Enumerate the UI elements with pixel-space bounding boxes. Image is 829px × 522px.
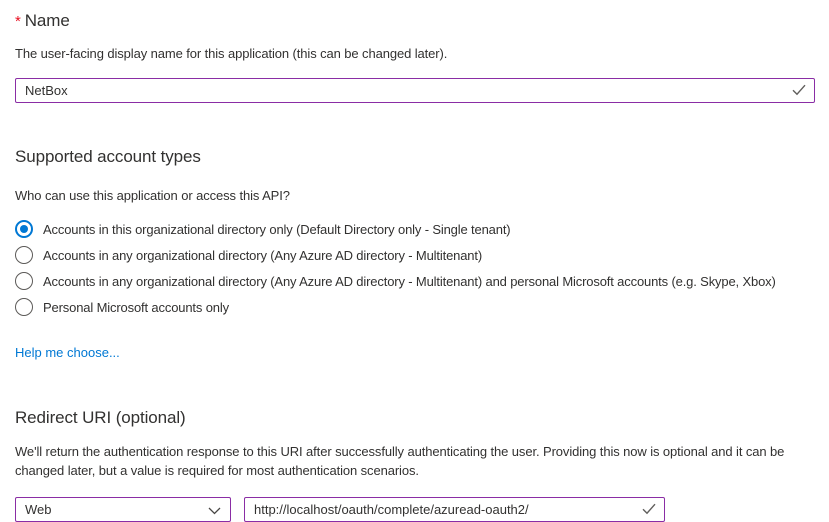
radio-label: Accounts in any organizational directory (Any Azure AD directory - Multitenant) [43, 247, 483, 263]
name-input-wrap [15, 78, 815, 103]
chevron-down-icon [208, 507, 221, 515]
radio-option-multitenant[interactable] [15, 242, 815, 268]
name-label: Name [24, 11, 70, 30]
redirect-uri-title: Redirect URI (optional) [15, 408, 186, 427]
account-types-question: Who can use this application or access this API? [15, 188, 290, 203]
radio-label: Accounts in any organizational directory (Any Azure AD directory - Multitenant) and personal Microsoft accounts (e.g. Skype, Xbox) [43, 273, 776, 289]
redirect-uri-input-wrap [244, 497, 665, 522]
radio-icon[interactable] [15, 298, 33, 316]
radio-option-personal-only[interactable] [15, 294, 815, 320]
radio-option-single-tenant[interactable] [15, 216, 815, 242]
account-types-title: Supported account types [15, 147, 201, 166]
radio-icon-selected[interactable] [15, 220, 33, 238]
radio-icon[interactable] [15, 272, 33, 290]
radio-label: Accounts in this organizational directory only (Default Directory only - Single tenant) [43, 221, 511, 237]
radio-icon[interactable] [15, 246, 33, 264]
redirect-uri-row [15, 497, 815, 522]
redirect-uri-description: We'll return the authentication response to this URI after successfully authenticating the user. Providing this now is optional and it can be changed later, but a value is required for most authentication scenarios. [15, 444, 785, 478]
help-me-choose-link[interactable]: Help me choose... [15, 345, 120, 360]
redirect-uri-input[interactable] [244, 497, 665, 522]
name-description: The user-facing display name for this application (this can be changed later). [15, 46, 448, 61]
required-asterisk: * [15, 13, 21, 30]
name-input[interactable] [15, 78, 815, 103]
radio-option-multitenant-personal[interactable] [15, 268, 815, 294]
radio-label: Personal Microsoft accounts only [43, 299, 229, 315]
platform-select-value: Web [25, 502, 52, 517]
name-section-title [15, 11, 815, 31]
platform-select[interactable] [15, 497, 231, 522]
account-types-radio-group [15, 216, 815, 320]
